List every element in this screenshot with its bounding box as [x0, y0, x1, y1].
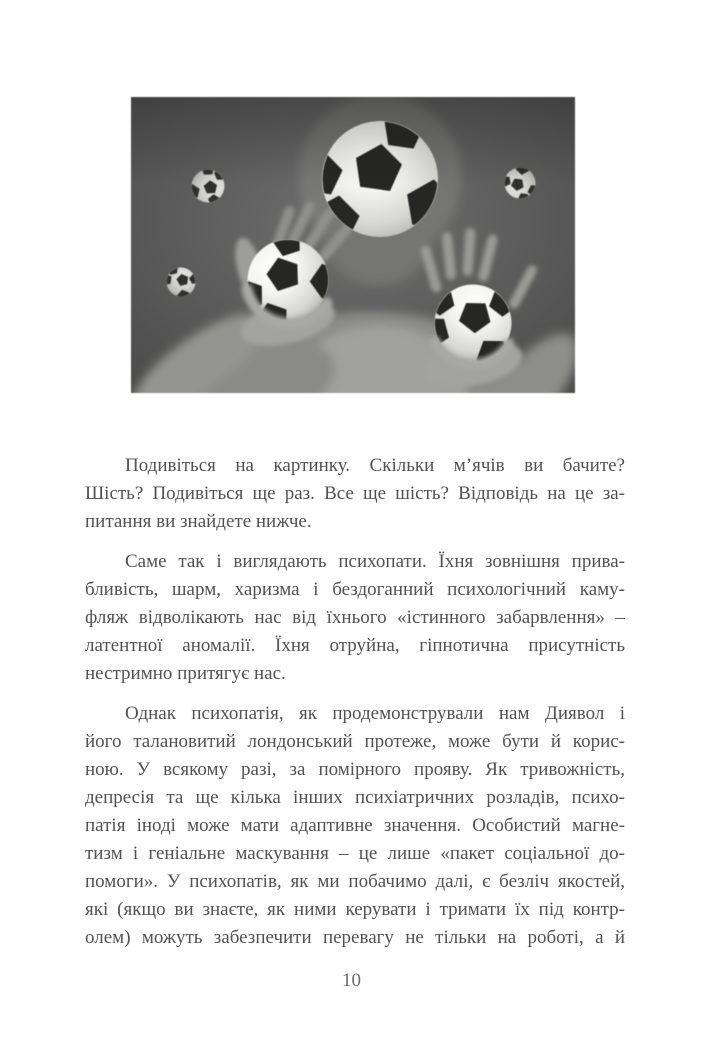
text-line: питання ви знайдете нижче. [85, 511, 312, 532]
text-line: ною. У всякому разі, за помірного прояву. Як тривожність, [85, 759, 625, 780]
page-number: 10 [342, 970, 361, 991]
text-line: депресія та ще кілька інших психіатричних розладів, психо- [85, 787, 625, 808]
paragraph-2 [85, 548, 625, 688]
juggler-illustration-canvas [131, 97, 575, 393]
text-line: нестримно притягує нас. [85, 663, 286, 684]
text-line: Шість? Подивіться ще раз. Все ще шість? Відповідь на це за- [85, 483, 625, 504]
text-line: помоги». У психопатів, як ми побачимо далі, є безліч якостей, [85, 871, 625, 892]
text-line: які (якщо ви знаєте, як ними керувати і тримати їх під контр- [85, 899, 625, 920]
body-text [85, 452, 625, 964]
text-line: бливість, шарм, харизма і бездоганний психологічний каму- [85, 579, 625, 600]
text-line: Саме так і виглядають психопати. Їхня зовнішня прива- [125, 551, 625, 572]
text-line: тизм і геніальне маскування – це лише «пакет соціальної до- [85, 843, 625, 864]
text-line: його талановитий лондонський протеже, може бути й корис- [85, 731, 625, 752]
vignette-overlay [131, 97, 575, 393]
text-line: Однак психопатія, як продемонстрували нам Диявол і [125, 703, 625, 724]
paragraph-1 [85, 452, 625, 536]
juggler-illustration [131, 97, 575, 393]
text-line: латентної аномалії. Їхня отруйна, гіпнотична присутність [85, 635, 625, 656]
text-line: фляж відволікають нас від їхнього «істинного забарвлення» – [85, 607, 625, 628]
text-line: Подивіться на картинку. Скільки м’ячів ви бачите? [125, 455, 625, 476]
paragraph-3 [85, 700, 625, 952]
text-line: патія іноді може мати адаптивне значення. Особистий магне- [85, 815, 625, 836]
text-line: олем) можуть забезпечити перевагу не тільки на роботі, а й [85, 927, 625, 948]
